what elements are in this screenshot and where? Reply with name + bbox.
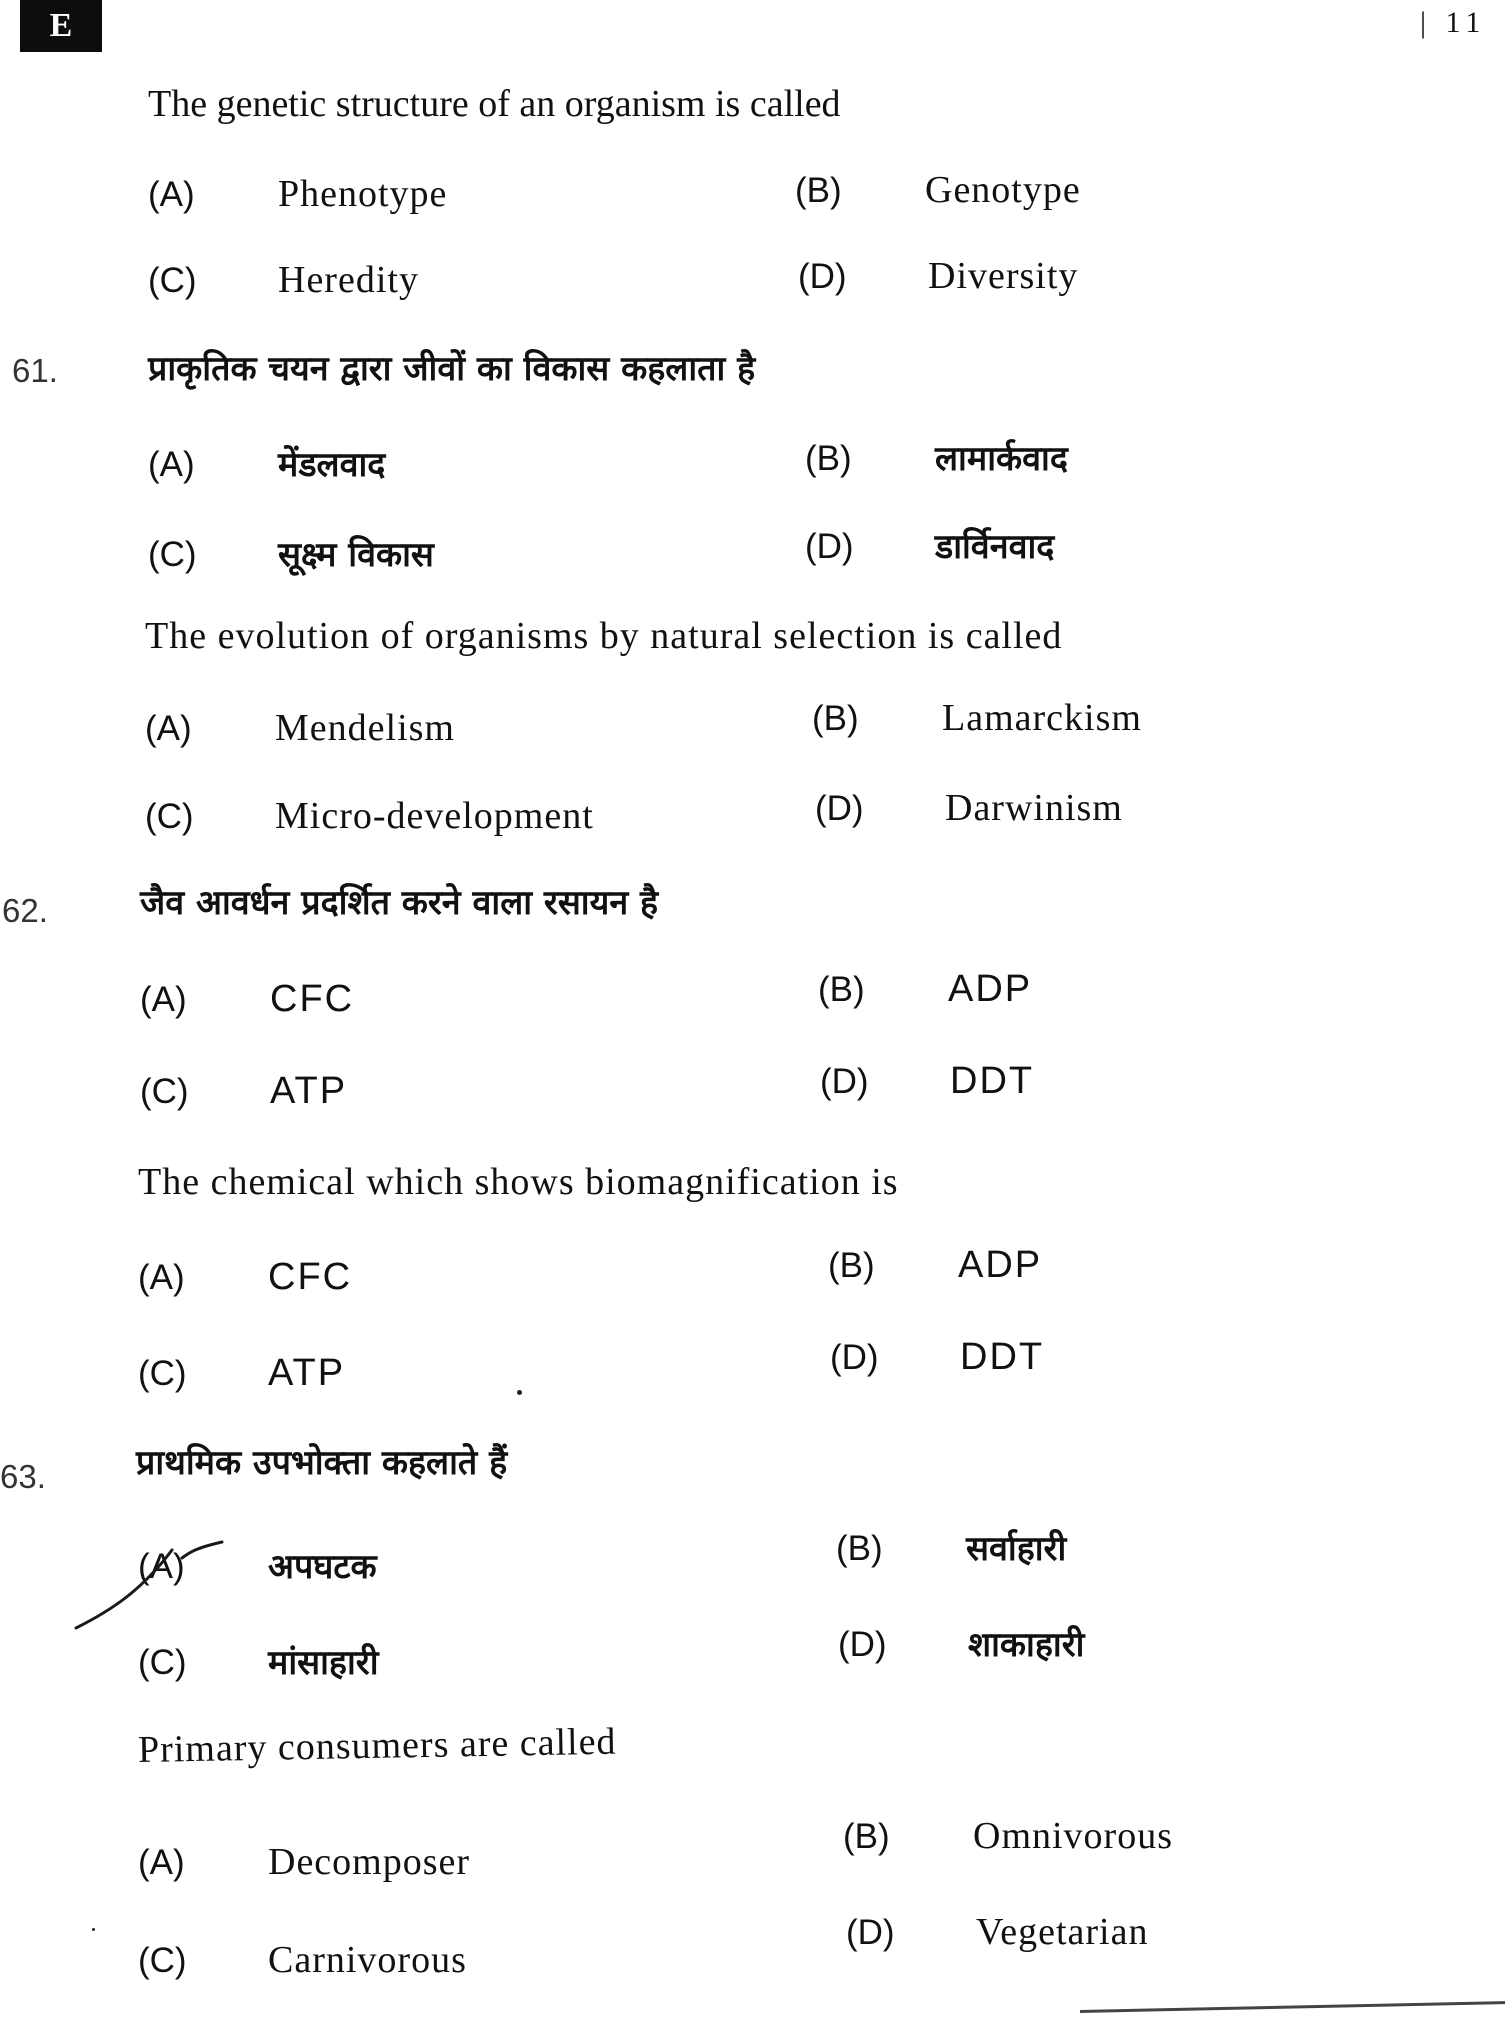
question-63-option-c-en — [138, 1938, 467, 1982]
question-63-option-a-en — [138, 1840, 470, 1884]
stray-mark — [517, 1390, 522, 1395]
question-62-option-c-en — [138, 1352, 345, 1395]
question-61-option-d-en — [815, 786, 1123, 830]
option-label: (C) — [138, 1643, 187, 1682]
option-text: Micro-development — [275, 795, 594, 837]
question-60-option-d — [798, 254, 1078, 298]
page-edge-line — [1080, 2001, 1505, 2013]
option-text: शाकाहारी — [968, 1625, 1085, 1665]
question-63-option-d-en — [846, 1910, 1148, 1954]
option-label: (C) — [145, 797, 194, 836]
question-60-option-b — [795, 168, 1081, 212]
option-text: Heredity — [278, 259, 419, 301]
question-62-option-b-hi — [818, 968, 1032, 1011]
option-text: ADP — [958, 1244, 1043, 1286]
option-label: (C) — [138, 1354, 187, 1393]
option-label: (D) — [846, 1913, 895, 1952]
option-label: (A) — [148, 445, 195, 484]
option-label: (A) — [138, 1258, 185, 1297]
option-text: Vegetarian — [976, 1911, 1149, 1953]
option-label: (C) — [148, 261, 197, 300]
question-62-option-d-hi — [820, 1060, 1034, 1103]
option-text: ATP — [270, 1070, 348, 1112]
option-text: DDT — [950, 1060, 1035, 1102]
set-code-badge: E — [20, 0, 102, 52]
question-62-stem-hi: जैव आवर्धन प्रदर्शित करने वाला रसायन है — [140, 883, 659, 923]
option-label: (B) — [805, 439, 852, 478]
option-label: (B) — [818, 970, 865, 1009]
question-61-number: 61. — [12, 352, 58, 389]
question-62-number: 62. — [2, 892, 48, 929]
option-label: (D) — [805, 527, 854, 566]
option-text: मेंडलवाद — [278, 445, 386, 485]
question-62-option-a-hi — [140, 978, 354, 1021]
question-61-option-b-hi — [805, 434, 1068, 480]
option-text: CFC — [270, 978, 355, 1020]
question-63-option-b-en — [843, 1814, 1173, 1858]
option-label: (A) — [140, 980, 187, 1019]
option-label: (A) — [138, 1547, 185, 1586]
option-text: Carnivorous — [268, 1939, 467, 1981]
option-label: (B) — [812, 699, 859, 738]
option-text: ATP — [268, 1352, 346, 1394]
option-text: लामार्कवाद — [935, 439, 1068, 479]
question-62-option-b-en — [828, 1244, 1042, 1287]
option-label: (C) — [140, 1072, 189, 1111]
option-label: (D) — [815, 789, 864, 828]
question-61-stem-en: The evolution of organisms by natural selection is called — [145, 615, 1063, 657]
option-text: CFC — [268, 1256, 353, 1298]
option-text: Decomposer — [268, 1841, 471, 1883]
question-63-stem-hi: प्राथमिक उपभोक्ता कहलाते हैं — [136, 1443, 508, 1483]
question-63-number: 63. — [0, 1458, 46, 1495]
option-text: DDT — [960, 1336, 1045, 1378]
option-label: (D) — [830, 1338, 879, 1377]
option-text: Lamarckism — [942, 697, 1142, 739]
question-62-stem-en: The chemical which shows biomagnification is — [138, 1161, 899, 1203]
option-label: (B) — [828, 1246, 875, 1285]
option-label: (C) — [138, 1941, 187, 1980]
question-62-option-d-en — [830, 1336, 1044, 1379]
option-label: (A) — [138, 1843, 185, 1882]
question-60-option-c — [148, 258, 419, 302]
option-text: सूक्ष्म विकास — [278, 535, 434, 575]
option-text: Mendelism — [275, 707, 455, 749]
page-number: | 11 — [1420, 6, 1487, 39]
option-text: Darwinism — [945, 787, 1123, 829]
question-60-option-a — [148, 172, 447, 216]
option-label: (B) — [795, 171, 842, 210]
stray-mark — [92, 1928, 95, 1931]
question-61-option-a-en — [145, 706, 455, 750]
option-text: Phenotype — [278, 173, 448, 215]
option-text: सर्वाहारी — [966, 1529, 1067, 1569]
question-61-option-a-hi — [148, 440, 385, 486]
question-62-option-c-hi — [140, 1070, 347, 1113]
option-label: (D) — [820, 1062, 869, 1101]
option-text: Diversity — [928, 255, 1079, 297]
option-label: (B) — [836, 1529, 883, 1568]
option-text: मांसाहारी — [268, 1643, 379, 1683]
option-text: Genotype — [925, 169, 1081, 211]
question-61-option-b-en — [812, 696, 1142, 740]
option-label: (D) — [838, 1625, 887, 1664]
question-63-option-b-hi — [836, 1524, 1066, 1570]
option-text: Omnivorous — [973, 1815, 1173, 1857]
option-text: अपघटक — [268, 1547, 377, 1587]
option-label: (A) — [148, 175, 195, 214]
option-label: (A) — [145, 709, 192, 748]
option-label: (C) — [148, 535, 197, 574]
question-61-option-d-hi — [805, 522, 1054, 568]
option-label: (D) — [798, 257, 847, 296]
option-text: ADP — [948, 968, 1033, 1010]
question-60-stem-en: The genetic structure of an organism is called — [148, 83, 841, 125]
question-61-stem-hi: प्राकृतिक चयन द्वारा जीवों का विकास कहलाता है — [148, 349, 756, 389]
question-62-option-a-en — [138, 1256, 352, 1299]
question-63-option-d-hi — [838, 1620, 1084, 1666]
pen-tick-mark-icon — [72, 1540, 232, 1650]
option-text: डार्विनवाद — [935, 527, 1055, 567]
question-61-option-c-hi — [148, 530, 434, 576]
question-61-option-c-en — [145, 794, 594, 838]
option-label: (B) — [843, 1817, 890, 1856]
question-63-stem-en: Primary consumers are called — [137, 1720, 617, 1771]
